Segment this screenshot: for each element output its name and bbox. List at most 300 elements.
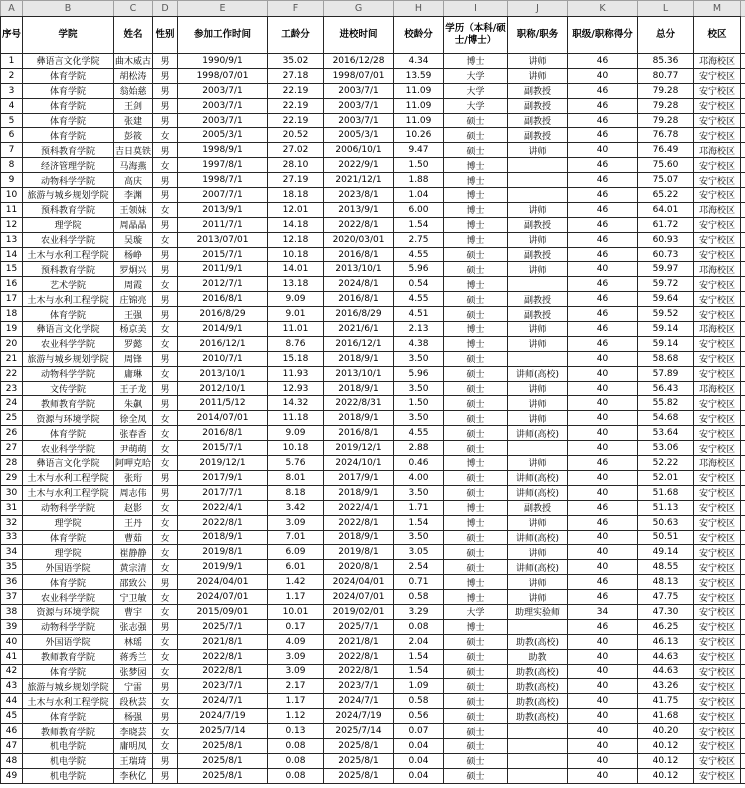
cell[interactable]: 0.58 <box>394 590 444 605</box>
cell[interactable]: 硕士 <box>444 292 508 307</box>
cell[interactable]: 0.71 <box>394 575 444 590</box>
cell[interactable]: 40 <box>568 738 638 753</box>
cell[interactable]: 76.49 <box>638 143 694 158</box>
cell[interactable]: 3.09 <box>268 515 324 530</box>
cell[interactable]: 大学 <box>444 604 508 619</box>
cell[interactable]: 罗炯兴 <box>114 262 153 277</box>
cell[interactable]: 50.63 <box>638 515 694 530</box>
cell[interactable]: 2016/12/28 <box>324 54 394 69</box>
cell[interactable]: 副教授 <box>508 217 568 232</box>
cell[interactable]: 46 <box>568 83 638 98</box>
cell[interactable]: 2.04 <box>394 634 444 649</box>
cell[interactable]: 1.17 <box>268 590 324 605</box>
cell[interactable]: 59.64 <box>638 292 694 307</box>
cell[interactable]: 0.17 <box>268 619 324 634</box>
cell[interactable]: 46 <box>568 98 638 113</box>
cell[interactable]: 杨强 <box>114 709 153 724</box>
cell[interactable]: 4.09 <box>268 634 324 649</box>
cell[interactable]: 罗懿 <box>114 336 153 351</box>
cell[interactable]: 40 <box>568 768 638 783</box>
cell[interactable]: 安宁校区 <box>694 68 741 83</box>
column-letter-F[interactable]: F <box>268 1 324 17</box>
cell[interactable]: 彝语言文化学院 <box>23 54 114 69</box>
cell[interactable]: 硕士 <box>444 411 508 426</box>
cell[interactable]: 2018/9/1 <box>324 351 394 366</box>
cell[interactable]: 37 <box>1 590 23 605</box>
column-letter-C[interactable]: C <box>114 1 153 17</box>
cell[interactable]: 女 <box>153 366 178 381</box>
cell[interactable]: 46 <box>568 336 638 351</box>
cell[interactable]: 安宁校区 <box>694 634 741 649</box>
cell[interactable]: 40 <box>568 560 638 575</box>
cell[interactable]: 6.01 <box>268 560 324 575</box>
cell[interactable]: 40 <box>568 262 638 277</box>
cell[interactable]: 46 <box>568 247 638 262</box>
cell[interactable]: 40 <box>568 694 638 709</box>
cell[interactable]: 安宁校区 <box>694 83 741 98</box>
cell[interactable]: 安宁校区 <box>694 679 741 694</box>
cell[interactable]: 硕士 <box>444 560 508 575</box>
cell[interactable]: 助教(高校) <box>508 679 568 694</box>
cell[interactable]: 男 <box>153 575 178 590</box>
cell[interactable]: 宁雷 <box>114 679 153 694</box>
cell[interactable]: 4.00 <box>394 470 444 485</box>
cell[interactable]: 8.18 <box>268 485 324 500</box>
cell[interactable]: 27.02 <box>268 143 324 158</box>
cell[interactable]: 1998/9/1 <box>178 143 268 158</box>
column-letter-M[interactable]: M <box>694 1 741 17</box>
cell[interactable]: 博士 <box>444 590 508 605</box>
cell[interactable]: 23 <box>1 381 23 396</box>
cell[interactable]: 讲师(高校) <box>508 560 568 575</box>
cell[interactable]: 4.55 <box>394 247 444 262</box>
cell[interactable]: 40 <box>568 426 638 441</box>
cell[interactable]: 9 <box>1 173 23 188</box>
cell[interactable]: 19 <box>1 322 23 337</box>
cell[interactable]: 2025/8/1 <box>324 738 394 753</box>
cell[interactable]: 2021/8/1 <box>324 634 394 649</box>
cell[interactable]: 文传学院 <box>23 381 114 396</box>
cell[interactable]: 博士 <box>444 336 508 351</box>
cell[interactable]: 14.01 <box>268 262 324 277</box>
cell[interactable]: 硕士 <box>444 441 508 456</box>
cell[interactable]: 11.09 <box>394 83 444 98</box>
cell[interactable]: 马海燕 <box>114 158 153 173</box>
cell[interactable]: 蒋秀兰 <box>114 649 153 664</box>
header-cell[interactable]: 进校时间 <box>324 17 394 54</box>
cell[interactable]: 农业科学学院 <box>23 336 114 351</box>
cell[interactable] <box>508 753 568 768</box>
cell[interactable]: 农业科学学院 <box>23 441 114 456</box>
cell[interactable]: 0.13 <box>268 724 324 739</box>
cell[interactable]: 副教授 <box>508 128 568 143</box>
cell[interactable]: 6 <box>1 128 23 143</box>
cell[interactable]: 33 <box>1 530 23 545</box>
cell[interactable]: 3.09 <box>268 649 324 664</box>
cell[interactable]: 2.54 <box>394 560 444 575</box>
cell[interactable]: 59.72 <box>638 277 694 292</box>
cell[interactable]: 宁卫敏 <box>114 590 153 605</box>
cell[interactable]: 46 <box>568 158 638 173</box>
cell[interactable]: 2005/3/1 <box>324 128 394 143</box>
cell[interactable]: 讲师(高校) <box>508 470 568 485</box>
cell[interactable]: 40.12 <box>638 768 694 783</box>
cell[interactable]: 助教(高校) <box>508 634 568 649</box>
cell[interactable]: 59.97 <box>638 262 694 277</box>
cell[interactable]: 0.46 <box>394 456 444 471</box>
cell[interactable]: 2022/8/1 <box>324 515 394 530</box>
cell[interactable]: 女 <box>153 411 178 426</box>
cell[interactable]: 47.30 <box>638 604 694 619</box>
cell[interactable]: 46 <box>568 113 638 128</box>
cell[interactable]: 讲师 <box>508 262 568 277</box>
cell[interactable]: 4.34 <box>394 54 444 69</box>
cell[interactable]: 体育学院 <box>23 575 114 590</box>
cell[interactable]: 2023/7/1 <box>324 679 394 694</box>
cell[interactable]: 28.10 <box>268 158 324 173</box>
cell[interactable]: 1.54 <box>394 664 444 679</box>
cell[interactable]: 29 <box>1 470 23 485</box>
header-cell[interactable]: 校龄分 <box>394 17 444 54</box>
cell[interactable]: 外国语学院 <box>23 634 114 649</box>
cell[interactable]: 讲师(高校) <box>508 530 568 545</box>
cell[interactable]: 2019/12/1 <box>178 456 268 471</box>
cell[interactable]: 46 <box>568 277 638 292</box>
cell[interactable]: 51.68 <box>638 485 694 500</box>
cell[interactable]: 女 <box>153 649 178 664</box>
cell[interactable]: 安宁校区 <box>694 158 741 173</box>
cell[interactable]: 安宁校区 <box>694 768 741 783</box>
cell[interactable]: 2022/8/1 <box>324 664 394 679</box>
cell[interactable]: 46 <box>568 590 638 605</box>
cell[interactable]: 15 <box>1 262 23 277</box>
cell[interactable]: 2011/9/1 <box>178 262 268 277</box>
cell[interactable]: 女 <box>153 128 178 143</box>
cell[interactable]: 1.04 <box>394 188 444 203</box>
cell[interactable]: 2019/9/1 <box>178 560 268 575</box>
cell[interactable]: 65.22 <box>638 188 694 203</box>
cell[interactable] <box>508 768 568 783</box>
cell[interactable]: 女 <box>153 441 178 456</box>
cell[interactable]: 55.82 <box>638 396 694 411</box>
cell[interactable]: 60.93 <box>638 232 694 247</box>
cell[interactable]: 周锋 <box>114 351 153 366</box>
cell[interactable]: 38 <box>1 604 23 619</box>
cell[interactable]: 2025/8/1 <box>178 753 268 768</box>
cell[interactable]: 2025/8/1 <box>324 768 394 783</box>
cell[interactable]: 5.76 <box>268 456 324 471</box>
cell[interactable]: 0.08 <box>394 619 444 634</box>
cell[interactable]: 预科教育学院 <box>23 262 114 277</box>
cell[interactable]: 2024/07/01 <box>178 590 268 605</box>
cell[interactable]: 王瑞琦 <box>114 753 153 768</box>
cell[interactable]: 王强 <box>114 307 153 322</box>
cell[interactable]: 安宁校区 <box>694 694 741 709</box>
cell[interactable]: 4.38 <box>394 336 444 351</box>
cell[interactable]: 46.25 <box>638 619 694 634</box>
column-letter-J[interactable]: J <box>508 1 568 17</box>
cell[interactable]: 2017/7/1 <box>178 485 268 500</box>
cell[interactable]: 女 <box>153 664 178 679</box>
cell[interactable]: 40.12 <box>638 753 694 768</box>
cell[interactable]: 59.14 <box>638 322 694 337</box>
cell[interactable]: 40.12 <box>638 738 694 753</box>
cell[interactable]: 40 <box>568 441 638 456</box>
cell[interactable]: 女 <box>153 515 178 530</box>
cell[interactable]: 讲师 <box>508 68 568 83</box>
cell[interactable]: 2.88 <box>394 441 444 456</box>
cell[interactable]: 9.09 <box>268 426 324 441</box>
cell[interactable]: 理学院 <box>23 217 114 232</box>
cell[interactable]: 1.54 <box>394 217 444 232</box>
cell[interactable]: 博士 <box>444 322 508 337</box>
cell[interactable]: 安宁校区 <box>694 173 741 188</box>
cell[interactable]: 1.50 <box>394 158 444 173</box>
cell[interactable]: 安宁校区 <box>694 604 741 619</box>
cell[interactable]: 22.19 <box>268 98 324 113</box>
cell[interactable]: 47.75 <box>638 590 694 605</box>
cell[interactable]: 硕士 <box>444 649 508 664</box>
cell[interactable]: 安宁校区 <box>694 560 741 575</box>
cell[interactable]: 0.04 <box>394 768 444 783</box>
cell[interactable]: 2022/4/1 <box>178 500 268 515</box>
cell[interactable]: 2017/9/1 <box>178 470 268 485</box>
cell[interactable]: 2024/8/1 <box>324 277 394 292</box>
cell[interactable]: 周晶晶 <box>114 217 153 232</box>
cell[interactable]: 40 <box>568 530 638 545</box>
cell[interactable]: 2016/8/1 <box>178 292 268 307</box>
cell[interactable]: 讲师 <box>508 232 568 247</box>
cell[interactable]: 吴璇 <box>114 232 153 247</box>
cell[interactable]: 2016/8/1 <box>324 247 394 262</box>
cell[interactable]: 安宁校区 <box>694 545 741 560</box>
cell[interactable]: 14.32 <box>268 396 324 411</box>
cell[interactable]: 资源与环境学院 <box>23 604 114 619</box>
cell[interactable]: 2020/03/01 <box>324 232 394 247</box>
cell[interactable]: 体育学院 <box>23 664 114 679</box>
cell[interactable]: 30 <box>1 485 23 500</box>
cell[interactable]: 2003/7/1 <box>178 113 268 128</box>
cell[interactable]: 硕士 <box>444 470 508 485</box>
cell[interactable]: 硕士 <box>444 247 508 262</box>
cell[interactable]: 64.01 <box>638 202 694 217</box>
cell[interactable]: 硕士 <box>444 113 508 128</box>
cell[interactable]: 庸琳 <box>114 366 153 381</box>
cell[interactable] <box>508 724 568 739</box>
cell[interactable]: 理学院 <box>23 515 114 530</box>
cell[interactable]: 理学院 <box>23 545 114 560</box>
cell[interactable]: 讲师 <box>508 411 568 426</box>
cell[interactable]: 46 <box>568 456 638 471</box>
cell[interactable]: 邵致公 <box>114 575 153 590</box>
cell[interactable]: 8.76 <box>268 336 324 351</box>
cell[interactable]: 资源与环境学院 <box>23 411 114 426</box>
cell[interactable]: 安宁校区 <box>694 307 741 322</box>
cell[interactable]: 女 <box>153 530 178 545</box>
cell[interactable]: 土木与水利工程学院 <box>23 247 114 262</box>
cell[interactable]: 40 <box>568 649 638 664</box>
cell[interactable]: 58.68 <box>638 351 694 366</box>
cell[interactable]: 邛海校区 <box>694 202 741 217</box>
cell[interactable]: 18.18 <box>268 188 324 203</box>
cell[interactable]: 女 <box>153 500 178 515</box>
cell[interactable]: 张建 <box>114 113 153 128</box>
cell[interactable]: 体育学院 <box>23 68 114 83</box>
cell[interactable]: 21 <box>1 351 23 366</box>
cell[interactable]: 2022/8/31 <box>324 396 394 411</box>
cell[interactable]: 50.51 <box>638 530 694 545</box>
cell[interactable]: 46 <box>568 619 638 634</box>
cell[interactable]: 农业科学学院 <box>23 590 114 605</box>
cell[interactable]: 硕士 <box>444 381 508 396</box>
cell[interactable]: 男 <box>153 173 178 188</box>
cell[interactable]: 40 <box>568 679 638 694</box>
cell[interactable]: 57.89 <box>638 366 694 381</box>
cell[interactable]: 女 <box>153 560 178 575</box>
cell[interactable]: 6.09 <box>268 545 324 560</box>
cell[interactable]: 46.13 <box>638 634 694 649</box>
cell[interactable]: 硕士 <box>444 262 508 277</box>
cell[interactable]: 0.54 <box>394 277 444 292</box>
cell[interactable]: 44.63 <box>638 664 694 679</box>
cell[interactable]: 周志伟 <box>114 485 153 500</box>
cell[interactable]: 女 <box>153 336 178 351</box>
cell[interactable]: 34 <box>568 604 638 619</box>
cell[interactable]: 40 <box>568 68 638 83</box>
cell[interactable]: 硕士 <box>444 426 508 441</box>
cell[interactable]: 博士 <box>444 202 508 217</box>
cell[interactable]: 崔静静 <box>114 545 153 560</box>
cell[interactable]: 副教授 <box>508 98 568 113</box>
header-cell[interactable]: 性别 <box>153 17 178 54</box>
cell[interactable]: 46 <box>568 202 638 217</box>
cell[interactable]: 52.01 <box>638 470 694 485</box>
cell[interactable]: 54.68 <box>638 411 694 426</box>
cell[interactable]: 28 <box>1 456 23 471</box>
cell[interactable]: 安宁校区 <box>694 426 741 441</box>
cell[interactable]: 2025/7/14 <box>178 724 268 739</box>
cell[interactable]: 2003/7/1 <box>178 98 268 113</box>
cell[interactable]: 外国语学院 <box>23 560 114 575</box>
cell[interactable]: 40 <box>568 411 638 426</box>
cell[interactable]: 讲师 <box>508 322 568 337</box>
cell[interactable]: 3.50 <box>394 411 444 426</box>
cell[interactable]: 2022/8/1 <box>178 515 268 530</box>
cell[interactable]: 博士 <box>444 54 508 69</box>
cell[interactable]: 博士 <box>444 500 508 515</box>
cell[interactable]: 9.09 <box>268 292 324 307</box>
cell[interactable]: 76.78 <box>638 128 694 143</box>
cell[interactable]: 85.36 <box>638 54 694 69</box>
cell[interactable]: 15.18 <box>268 351 324 366</box>
cell[interactable]: 22.19 <box>268 83 324 98</box>
cell[interactable]: 2018/9/1 <box>324 381 394 396</box>
cell[interactable]: 2021/12/1 <box>324 173 394 188</box>
cell[interactable]: 2015/09/01 <box>178 604 268 619</box>
cell[interactable]: 1.54 <box>394 515 444 530</box>
cell[interactable]: 硕士 <box>444 738 508 753</box>
cell[interactable]: 34 <box>1 545 23 560</box>
cell[interactable]: 讲师 <box>508 143 568 158</box>
cell[interactable]: 2012/10/1 <box>178 381 268 396</box>
cell[interactable]: 2003/7/1 <box>178 83 268 98</box>
cell[interactable]: 2024/07/01 <box>324 590 394 605</box>
cell[interactable]: 2013/07/01 <box>178 232 268 247</box>
cell[interactable]: 1998/7/1 <box>178 173 268 188</box>
cell[interactable]: 助教(高校) <box>508 694 568 709</box>
cell[interactable]: 女 <box>153 158 178 173</box>
cell[interactable]: 讲师 <box>508 396 568 411</box>
cell[interactable]: 2006/10/1 <box>324 143 394 158</box>
cell[interactable]: 75.07 <box>638 173 694 188</box>
cell[interactable]: 40 <box>568 664 638 679</box>
cell[interactable]: 彝语言文化学院 <box>23 456 114 471</box>
cell[interactable]: 2019/02/01 <box>324 604 394 619</box>
cell[interactable]: 10.01 <box>268 604 324 619</box>
cell[interactable]: 35 <box>1 560 23 575</box>
cell[interactable]: 5 <box>1 113 23 128</box>
header-cell[interactable]: 序号 <box>1 17 23 54</box>
cell[interactable]: 动物科学学院 <box>23 173 114 188</box>
cell[interactable]: 硕士 <box>444 753 508 768</box>
cell[interactable]: 10.18 <box>268 441 324 456</box>
cell[interactable]: 副教授 <box>508 307 568 322</box>
cell[interactable]: 11.93 <box>268 366 324 381</box>
cell[interactable]: 讲师(高校) <box>508 426 568 441</box>
cell[interactable]: 2022/8/1 <box>324 217 394 232</box>
cell[interactable]: 土木与水利工程学院 <box>23 694 114 709</box>
cell[interactable]: 2016/12/1 <box>178 336 268 351</box>
cell[interactable] <box>508 738 568 753</box>
cell[interactable]: 旅游与城乡规划学院 <box>23 188 114 203</box>
cell[interactable]: 安宁校区 <box>694 98 741 113</box>
cell[interactable]: 段秋芸 <box>114 694 153 709</box>
cell[interactable]: 硕士 <box>444 128 508 143</box>
cell[interactable]: 硕士 <box>444 679 508 694</box>
cell[interactable]: 2017/9/1 <box>324 470 394 485</box>
cell[interactable]: 大学 <box>444 68 508 83</box>
cell[interactable]: 硕士 <box>444 530 508 545</box>
cell[interactable]: 翁始慈 <box>114 83 153 98</box>
cell[interactable]: 男 <box>153 307 178 322</box>
cell[interactable]: 男 <box>153 262 178 277</box>
cell[interactable]: 2025/7/14 <box>324 724 394 739</box>
cell[interactable]: 动物科学学院 <box>23 366 114 381</box>
cell[interactable]: 农业科学学院 <box>23 232 114 247</box>
cell[interactable]: 40 <box>568 724 638 739</box>
cell[interactable]: 赵影 <box>114 500 153 515</box>
cell[interactable]: 女 <box>153 590 178 605</box>
cell[interactable]: 2019/8/1 <box>324 545 394 560</box>
cell[interactable]: 1997/8/1 <box>178 158 268 173</box>
cell[interactable]: 48 <box>1 753 23 768</box>
cell[interactable]: 11 <box>1 202 23 217</box>
cell[interactable]: 2018/9/1 <box>324 485 394 500</box>
cell[interactable]: 48.13 <box>638 575 694 590</box>
cell[interactable]: 彭筱 <box>114 128 153 143</box>
cell[interactable]: 40 <box>568 381 638 396</box>
cell[interactable]: 男 <box>153 470 178 485</box>
cell[interactable]: 博士 <box>444 217 508 232</box>
cell[interactable]: 2011/7/1 <box>178 217 268 232</box>
cell[interactable]: 机电学院 <box>23 753 114 768</box>
cell[interactable]: 2024/7/19 <box>178 709 268 724</box>
cell[interactable]: 46 <box>568 500 638 515</box>
cell[interactable]: 2023/8/1 <box>324 188 394 203</box>
cell[interactable]: 体育学院 <box>23 530 114 545</box>
cell[interactable]: 女 <box>153 738 178 753</box>
column-letter-G[interactable]: G <box>324 1 394 17</box>
